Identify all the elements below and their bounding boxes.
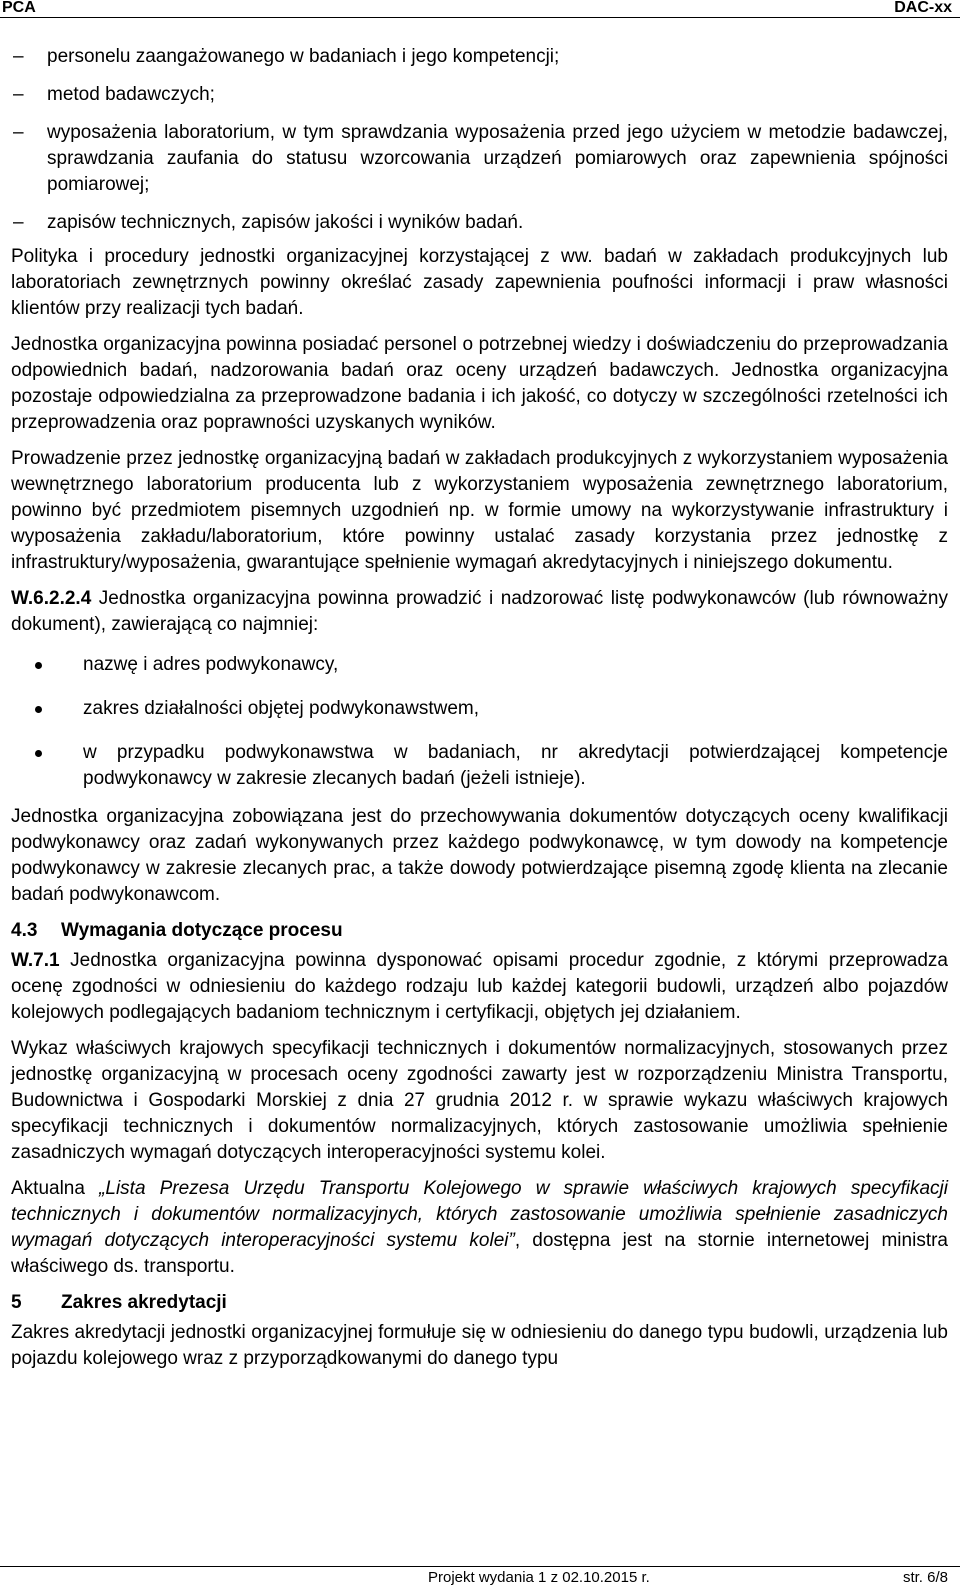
dash-list [11,44,948,236]
dash-item: – metod badawczych; [11,82,948,108]
bullet-item: nazwę i adres podwykonawcy, [11,652,948,678]
paragraph-scope: Zakres akredytacji jednostki organizacyjnej formułuje się w odniesieniu do danego typu budowli, urządzenia lub pojazdu kolejowego wraz z przyporządkowanymi do danego typu [11,1322,948,1369]
requirement-code: W.7.1 [11,950,60,971]
page-header [0,0,960,18]
section-title: Wymagania dotyczące procesu [61,920,343,941]
section-title: Zakres akredytacji [61,1292,227,1313]
document-body [11,44,948,1372]
text-start: Aktualna [11,1178,100,1199]
text-end: , dostępna jest na stornie internetowej ministra właściwego ds. transportu. [11,1230,948,1277]
dash-item: – personelu zaangażowanego w badaniach i jego kompetencji; [11,44,948,70]
bullet-list [11,652,948,792]
paragraph-specifications: Wykaz właściwych krajowych specyfikacji technicznych i dokumentów normalizacyjnych, stosowanych przez jednostkę organizacyjną w procesach oceny zgodności zawarty jest w rozporządzeniu Ministra Transportu, Budownictwa i Gospodarki Morskiej z dnia 27 grudnia 2012 r. w sprawie wykazu właściwych krajowych specyfikacji technicznych i dokumentów normalizacyjnych, których zastosowanie umożliwia spełnienie zasadniczych wymagań dotyczących interoperacyjności systemu kolei. [11,1038,948,1163]
requirement-code: W.6.2.2.4 [11,588,92,609]
bullet-item: zakres działalności objętej podwykonawstwem, [11,696,948,722]
paragraph-confidentiality: Polityka i procedury jednostki organizacyjnej korzystającej z ww. badań w zakładach produkcyjnych lub laboratoriach zewnętrznych powinny określać zasady zapewnienia poufności informacji i praw własności klientów przy realizacji tych badań. [11,246,948,319]
footer-version: Projekt wydania 1 z 02.10.2015 r. [428,1569,650,1586]
dash-item: – zapisów technicznych, zapisów jakości i wyników badań. [11,210,948,236]
footer-page-number: str. 6/8 [902,1569,948,1586]
paragraph-procedures [11,948,948,1026]
section-number: 5 [11,1292,22,1313]
paragraph-records: Jednostka organizacyjna zobowiązana jest do przechowywania dokumentów dotyczących oceny kwalifikacji podwykonawcy oraz zadań wykonywanych przez każdego podwykonawcę, w tym dowody na kompetencje podwykonawcy w zakresie zlecanych prac, a także dowody potwierdzające pisemną zgodę klienta na zlecanie badań podwykonawcom. [11,806,948,905]
paragraph-personnel: Jednostka organizacyjna powinna posiadać personel o potrzebnej wiedzy i doświadczeniu do przeprowadzania odpowiednich badań, nadzorowania badań oraz oceny urządzeń badawczych. Jednostka organizacyjna pozostaje odpowiedzialna za przeprowadzone badania i ich jakość, co dotyczy w szczególności rzetelności ich przeprowadzenia oraz poprawności uzyskanych wyników. [11,334,948,433]
section-heading-4-3 [11,918,948,944]
dash-item: – wyposażenia laboratorium, w tym sprawdzania wyposażenia przed jego użyciem w metodzie badawczej, sprawdzania zaufania do statusu wzorcowania urządzeń pomiarowych oraz zapewnienia spójności pomiarowej; [11,120,948,198]
page-footer [0,1566,960,1590]
paragraph-list-reference [11,1176,948,1280]
header-right: DAC-xx [894,0,952,16]
section-heading-5 [11,1290,948,1316]
paragraph-agreements: Prowadzenie przez jednostkę organizacyjną badań w zakładach produkcyjnych z wykorzystaniem wyposażenia wewnętrznego laboratorium producenta lub z wykorzystaniem wyposażenia zewnętrznego laboratorium, powinno być przedmiotem pisemnych uzgodnień np. w formie umowy na wykorzystywanie infrastruktury i wyposażenia zakładu/laboratorium, które powinny ustalać zasady korzystania przez jednostkę z infrastruktury/wyposażenia, gwarantujące spełnienie wymagań akredytacyjnych i niniejszego dokumentu. [11,448,948,573]
list-title: „Lista Prezesa Urzędu Transportu Kolejowego w sprawie właściwych krajowych specyfikacji technicznych i dokumentów normalizacyjnych, których zastosowanie umożliwia spełnienie zasadniczych wymagań dotyczących interoperacyjności systemu kolei” [11,1178,948,1251]
bullet-item: w przypadku podwykonawstwa w badaniach, nr akredytacji potwierdzającej kompetencje podwykonawcy w zakresie zlecanych badań (jeżeli istnieje). [11,740,948,792]
header-left: PCA [2,0,36,16]
section-number: 4.3 [11,920,38,941]
paragraph-subcontractors [11,586,948,638]
requirement-text: Jednostka organizacyjna powinna prowadzić i nadzorować listę podwykonawców (lub równoważny dokument), zawierającą co najmniej: [11,588,948,635]
requirement-text: Jednostka organizacyjna powinna dysponować opisami procedur zgodnie, z którymi przeprowadza ocenę zgodności w odniesieniu do każdego rodzaju lub każdej kategorii budowli, urządzeń albo pojazdów kolejowych podlegających badaniom technicznym i certyfikacji, objętych jej działaniem. [11,950,948,1023]
